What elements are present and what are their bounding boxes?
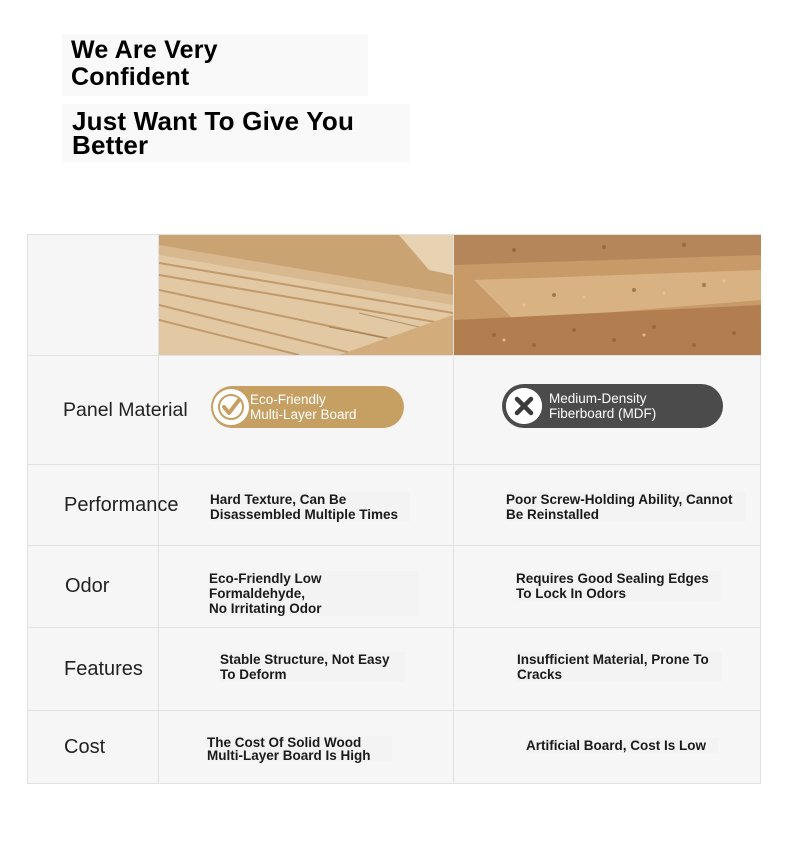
cell-line-1: The Cost Of Solid Wood [207, 735, 362, 750]
row-label-odor: Odor [65, 575, 110, 597]
cell-line-1: Eco-Friendly Low Formaldehyde, [209, 571, 322, 601]
column-divider [453, 235, 454, 783]
row-label-cost: Cost [64, 735, 106, 758]
particle-board-image [454, 235, 761, 355]
headline-primary [62, 34, 368, 96]
mdf-badge [502, 384, 723, 428]
headline-line-4: Better [72, 130, 149, 160]
odor-plywood-text [209, 571, 419, 616]
badge-text-line-2: Fiberboard (MDF) [549, 406, 657, 421]
row-label-features: Features [64, 657, 143, 680]
checkmark-icon [213, 389, 249, 425]
headline-secondary [62, 104, 410, 162]
cell-line-1: Artificial Board, Cost Is Low [526, 738, 707, 753]
cost-mdf-text [526, 738, 718, 753]
cell-line-2: Multi-Layer Board Is High [207, 748, 371, 763]
cell-line-2: Be Reinstalled [506, 507, 600, 522]
cell-line-2: No Irritating Odor [209, 601, 322, 616]
performance-plywood-text [210, 492, 410, 522]
cell-line-1: Insufficient Material, Prone To [517, 652, 709, 667]
headline-line-3: Just Want To Give You [72, 106, 355, 136]
cell-line-1: Poor Screw-Holding Ability, Cannot [506, 492, 733, 507]
badge-text-line-2: Multi-Layer Board [250, 407, 357, 422]
cell-line-2: To Lock In Odors [516, 586, 627, 601]
features-mdf-text [517, 652, 722, 682]
cell-line-1: Stable Structure, Not Easy [220, 652, 390, 667]
plywood-image [159, 235, 453, 355]
cell-line-2: Cracks [517, 667, 563, 682]
row-divider [28, 545, 760, 546]
cell-line-2: Disassembled Multiple Times [210, 507, 399, 522]
cell-line-1: Requires Good Sealing Edges [516, 571, 709, 586]
eco-friendly-badge [211, 386, 404, 428]
headline-line-2: Confident [71, 63, 190, 91]
headline-line-1: We Are Very [71, 36, 218, 64]
x-mark-icon [506, 388, 542, 424]
row-label-panel-material: Panel Material [63, 398, 188, 421]
comparison-table [27, 234, 761, 784]
badge-text-line-1: Medium-Density [549, 391, 647, 406]
row-label-performance: Performance [64, 493, 179, 516]
badge-text-line-1: Eco-Friendly [250, 392, 326, 407]
features-plywood-text [220, 652, 405, 682]
cell-line-1: Hard Texture, Can Be [210, 492, 347, 507]
odor-mdf-text [516, 571, 721, 601]
cell-line-2: To Deform [220, 667, 287, 682]
performance-mdf-text [506, 492, 746, 522]
cost-plywood-text [207, 736, 392, 762]
